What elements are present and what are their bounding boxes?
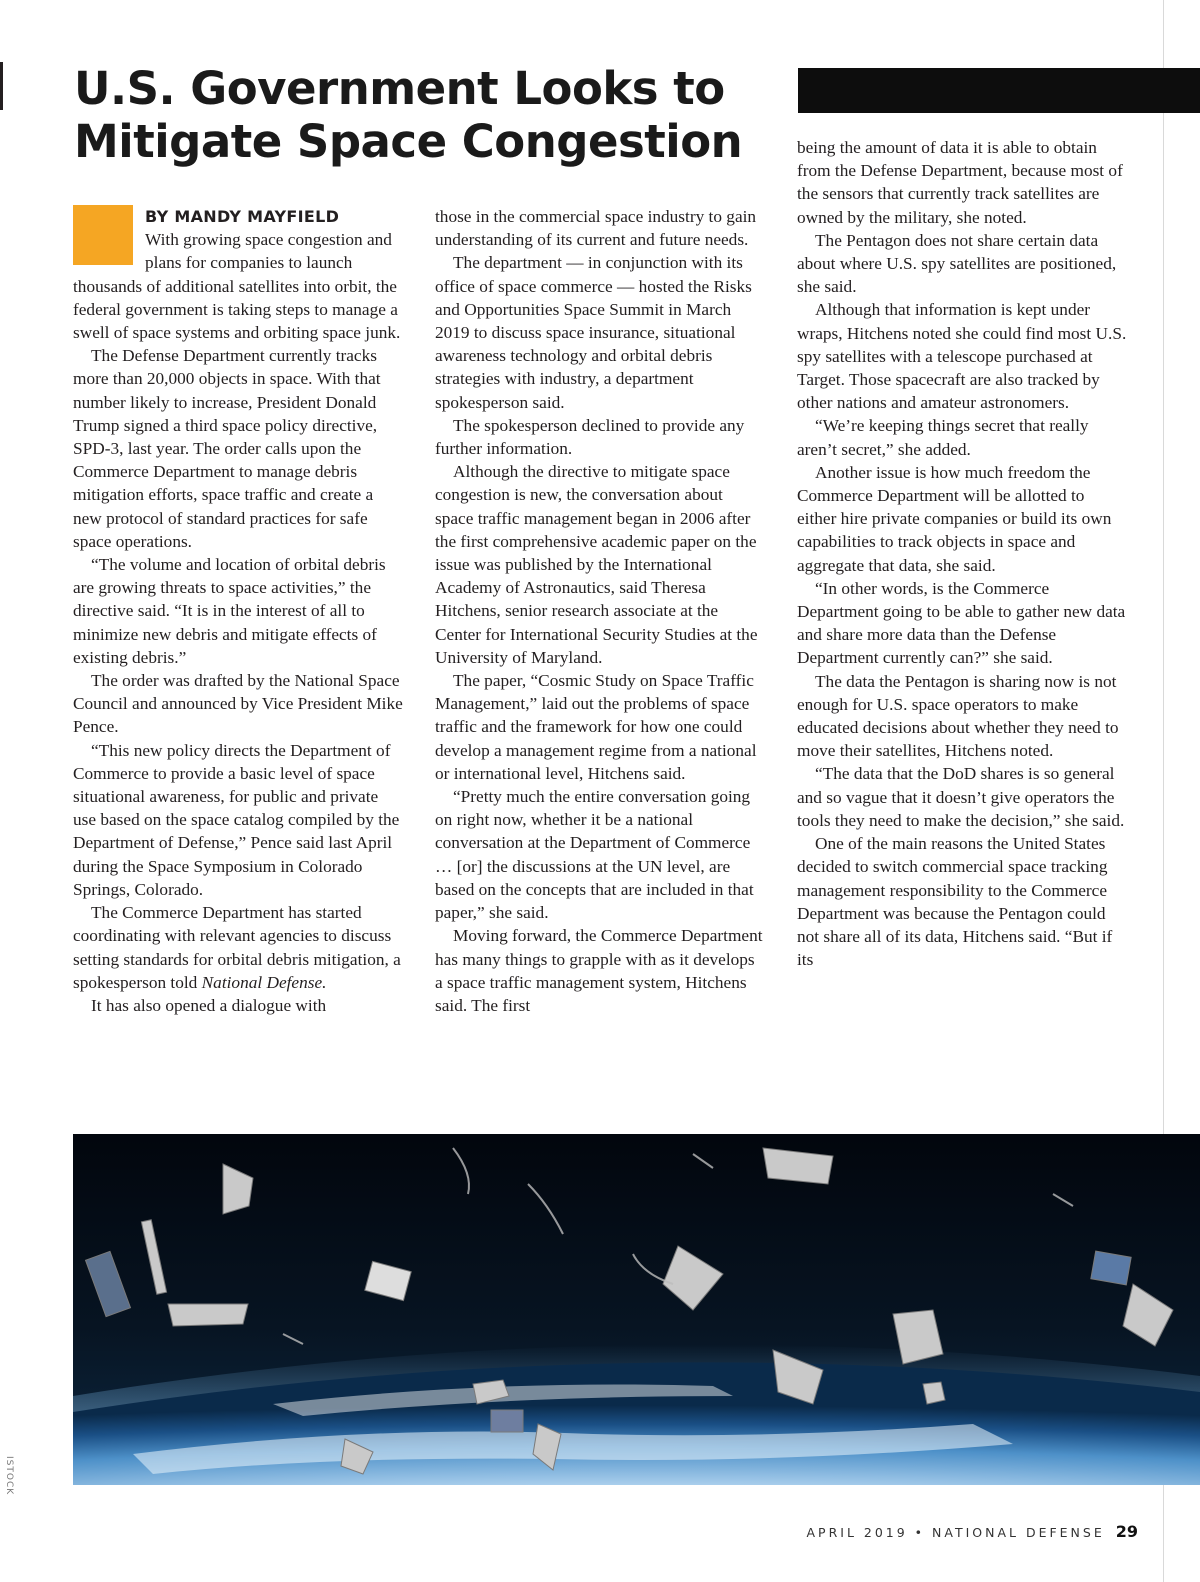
headline bbox=[74, 62, 774, 168]
page-number: 29 bbox=[1115, 1522, 1138, 1541]
issue-line: APRIL 2019 • NATIONAL DEFENSE bbox=[806, 1525, 1105, 1540]
paragraph: One of the main reasons the United States decided to switch commercial space tracking management responsibility to the Commerce Department was because the Pentagon could not share all of its data, Hitchens said. “But if its bbox=[797, 834, 1113, 970]
article-column-2 bbox=[435, 205, 765, 1017]
paragraph-text: The Commerce Department has started coordinating with relevant agencies to discuss setting standards for orbital debris mitigation, a spokesperson told bbox=[73, 903, 401, 992]
paragraph bbox=[73, 901, 403, 994]
solar-panel-debris bbox=[491, 1410, 523, 1432]
solar-panel-debris bbox=[1091, 1251, 1131, 1285]
article-column-3 bbox=[797, 136, 1127, 971]
accent-square bbox=[73, 205, 133, 265]
paragraph: “This new policy directs the Department of Commerce to provide a basic level of space situational awareness, for public and private use based on the space catalog compiled by the Department of Defense,” Pence said last April during the Space Symposium in Colorado Springs, Colorado. bbox=[73, 740, 400, 899]
paragraph: It has also opened a dialogue with bbox=[91, 995, 327, 1015]
paragraph: The Pentagon does not share certain data about where U.S. spy satellites are positioned, she said. bbox=[797, 230, 1117, 297]
debris-fragment bbox=[168, 1304, 248, 1326]
paragraph: The department — in conjunction with its office of space commerce — hosted the Risks and Opportunities Space Summit in March 2019 to discuss space insurance, situational awareness technology and orbital debris strategies with industry, a department spokesperson said. bbox=[435, 253, 752, 412]
paragraph: The Defense Department currently tracks more than 20,000 objects in space. With that number likely to increase, President Donald Trump signed a third space policy directive, SPD-3, last year. The order calls upon the Commerce Department to manage debris mitigation efforts, space traffic and create a new protocol of standard practices for safe space operations. bbox=[73, 346, 381, 551]
article-column-1 bbox=[73, 205, 403, 1017]
paragraph: Another issue is how much freedom the Commerce Department will be allotted to either hire private companies or build its own capabilities to track objects in space and aggregate that data, she said. bbox=[797, 462, 1112, 575]
paragraph: “The volume and location of orbital debris are growing threats to space activities,” the directive said. “It is in the interest of all to minimize new debris and mitigate effects of existing debris.” bbox=[73, 555, 386, 667]
paragraph: “The data that the DoD shares is so general and so vague that it doesn’t give operators the tools they need to make the decision,” she said. bbox=[797, 764, 1125, 830]
paragraph: With growing space congestion and plans for companies to launch thousands of additional satellites into orbit, the federal government is taking steps to manage a swell of space systems and orbiting space junk. bbox=[73, 230, 401, 343]
headline-line-2: Mitigate Space Congestion bbox=[74, 115, 743, 168]
publication-name: National Defense. bbox=[201, 972, 327, 992]
paragraph: Although that information is kept under wraps, Hitchens noted she could find most U.S. spy satellites with a telescope purchased at Target. Those spacecraft are also tracked by other nations and amateur astronomers. bbox=[797, 300, 1127, 413]
headline-line-1: U.S. Government Looks to bbox=[74, 62, 725, 115]
paragraph: those in the commercial space industry to gain understanding of its current and future needs. bbox=[435, 207, 757, 250]
paragraph: “In other words, is the Commerce Department going to be able to gather new data and share more data than the Defense Department currently can?” she said. bbox=[797, 578, 1126, 668]
byline: BY MANDY MAYFIELD bbox=[145, 207, 340, 226]
photo-credit: ISTOCK bbox=[4, 1456, 14, 1496]
paragraph: “We’re keeping things secret that really aren’t secret,” she added. bbox=[797, 416, 1089, 459]
paragraph: The data the Pentagon is sharing now is not enough for U.S. space operators to make educated decisions about whether they need to move their satellites, Hitchens noted. bbox=[797, 671, 1119, 761]
paragraph: The spokesperson declined to provide any further information. bbox=[435, 415, 745, 459]
paragraph: Moving forward, the Commerce Department has many things to grapple with as it develops a space traffic management system, Hitchens said. The first bbox=[435, 926, 763, 1015]
paragraph: Although the directive to mitigate space congestion is new, the conversation about space traffic management began in 2006 after the first comprehensive academic paper on the issue was published by the International Academy of Astronautics, said Theresa Hitchens, senior research associate at the Center for International Security Studies at the University of Maryland. bbox=[435, 462, 758, 667]
paragraph: The paper, “Cosmic Study on Space Traffic Management,” laid out the problems of space traffic and the framework for how one could develop a management regime from a national or international level, Hitchens said. bbox=[435, 671, 757, 783]
paragraph: “Pretty much the entire conversation going on right now, whether it be a national conversation at the Department of Commerce … [or] the discussions at the UN level, are based on the concepts that are included in that paper,” she said. bbox=[435, 787, 754, 923]
left-edge-mark bbox=[0, 62, 3, 110]
paragraph: being the amount of data it is able to obtain from the Defense Department, because most of the sensors that currently track satellites are owned by the military, she noted. bbox=[797, 138, 1123, 227]
section-bar bbox=[798, 68, 1200, 113]
paragraph: The order was drafted by the National Space Council and announced by Vice President Mike Pence. bbox=[73, 671, 403, 737]
page-footer bbox=[806, 1522, 1138, 1541]
space-debris-photo bbox=[73, 1134, 1200, 1485]
debris-fragment bbox=[923, 1382, 945, 1404]
